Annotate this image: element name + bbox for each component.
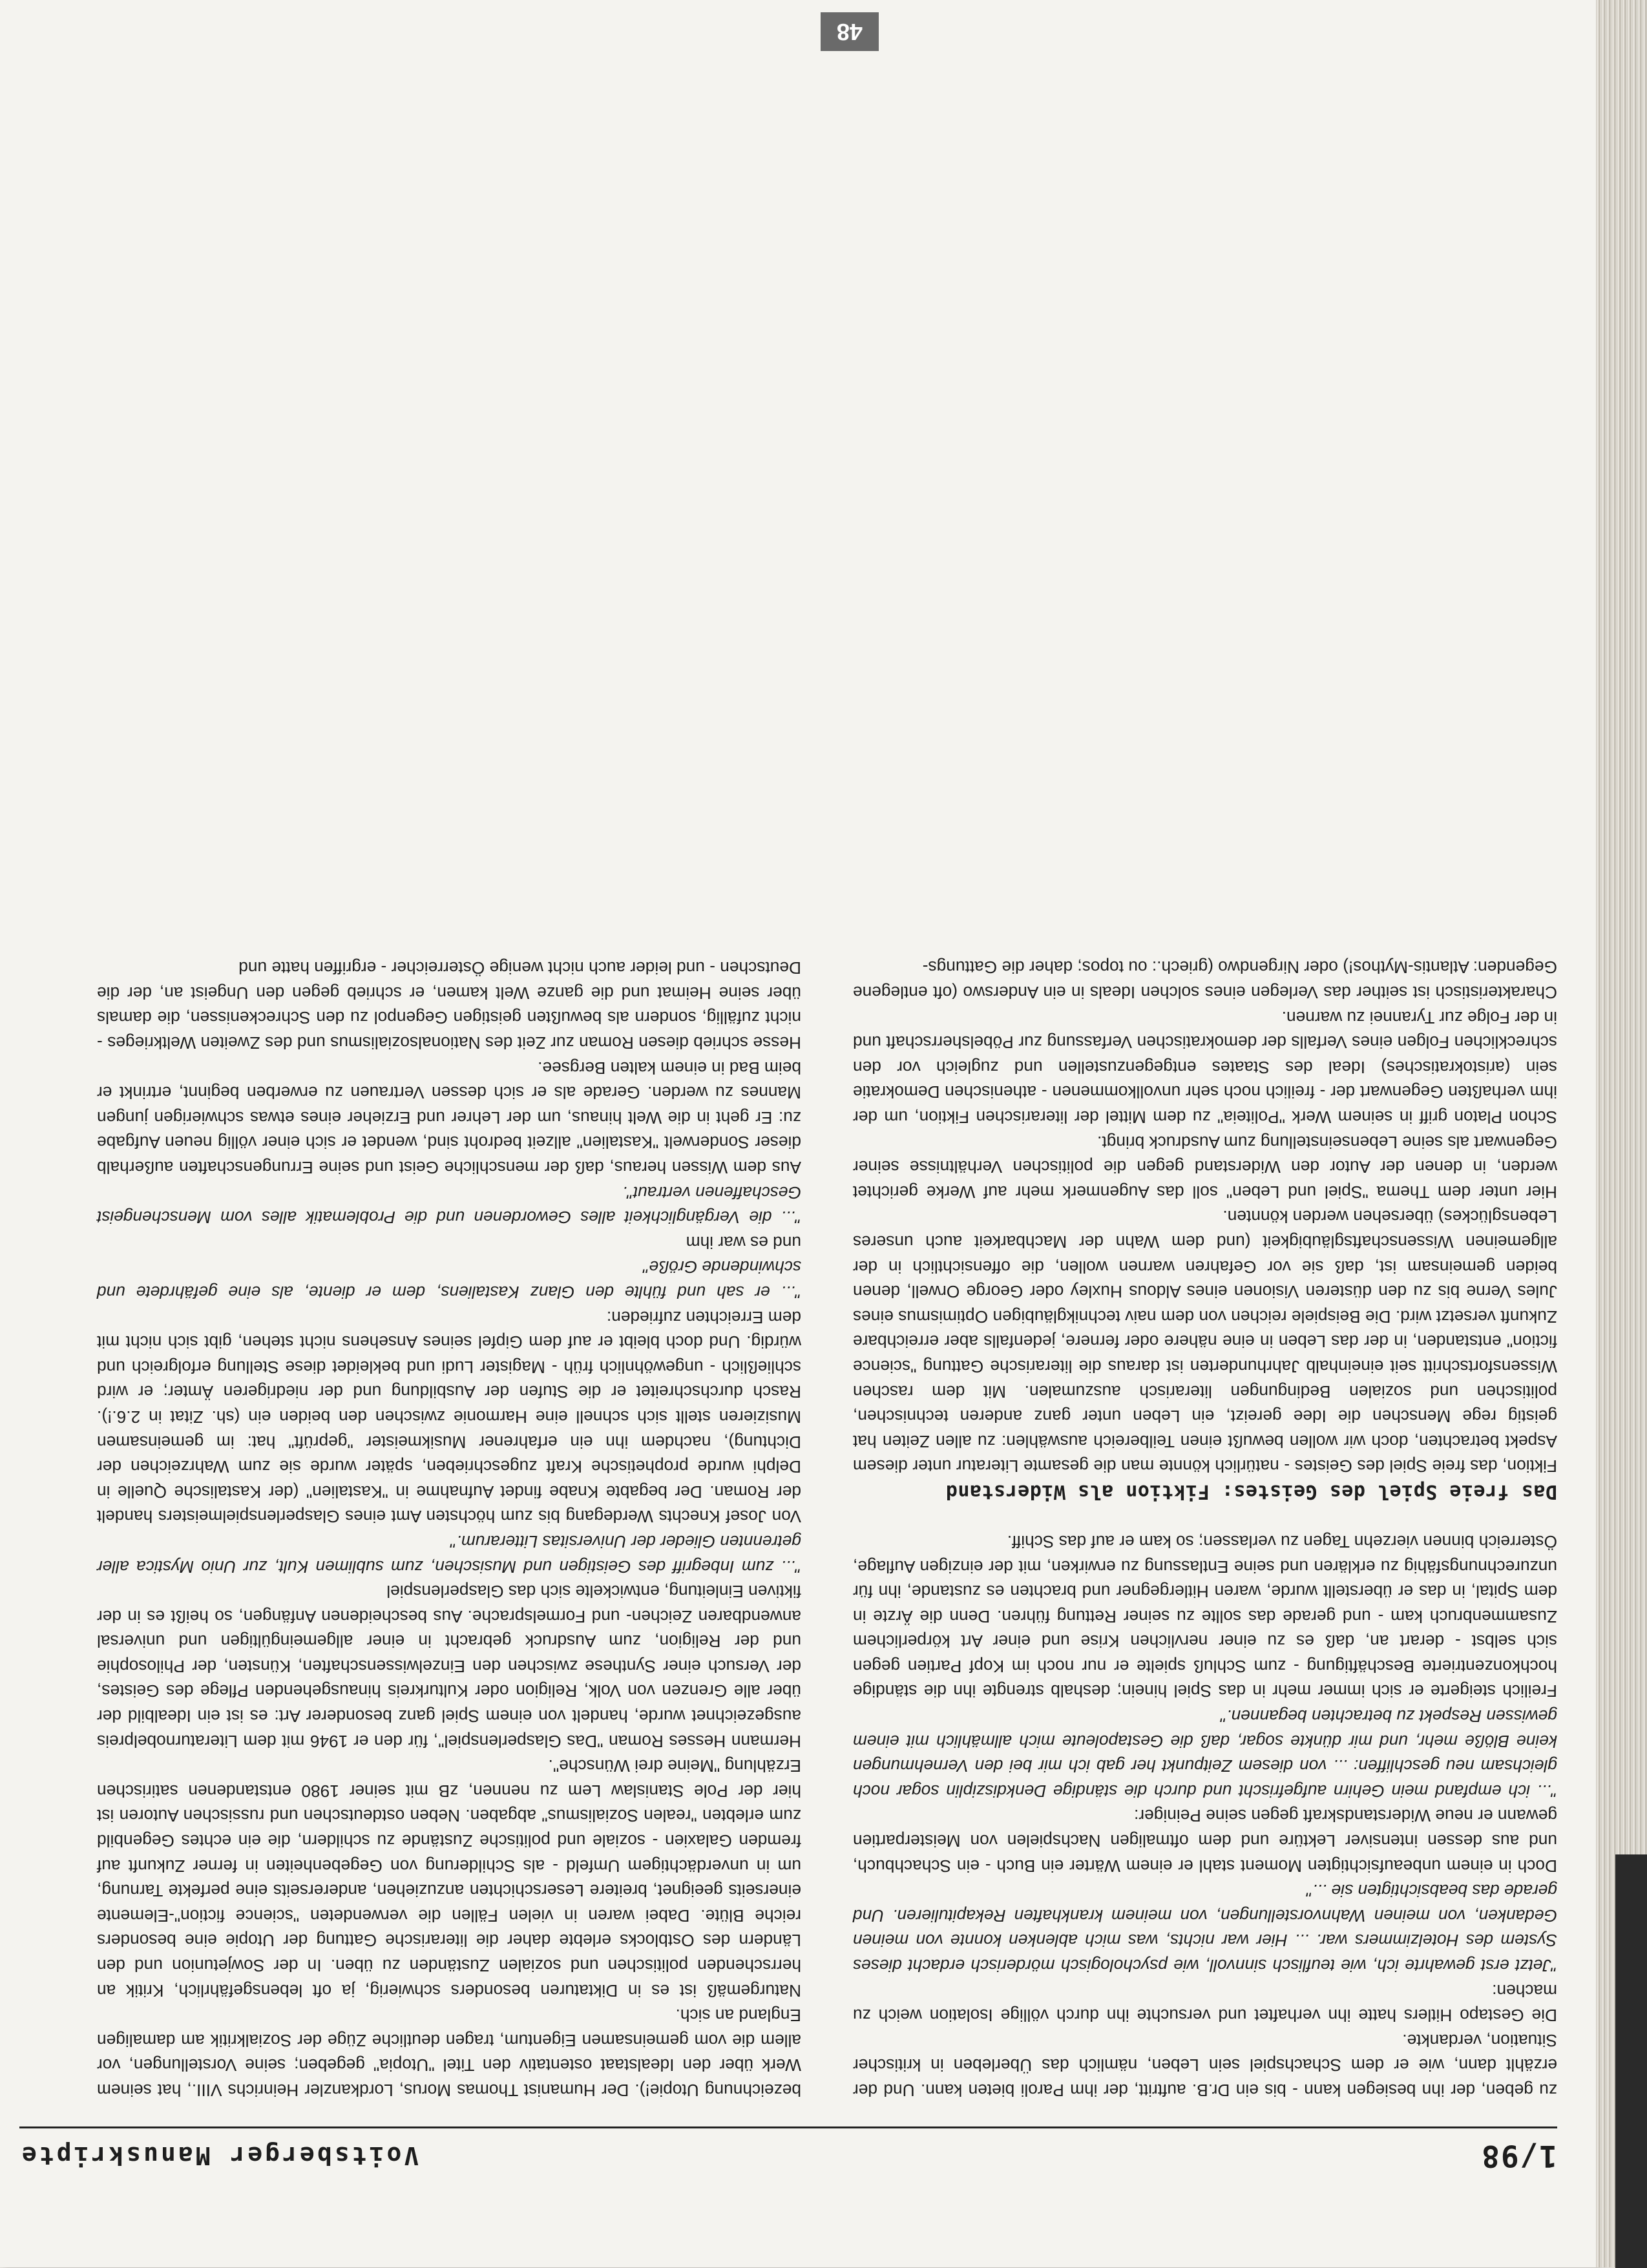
section-heading: Das freie Spiel des Geistes: Fiktion als Widerstand	[945, 1480, 1557, 1504]
magazine-title: Voitsberger Manuskripte	[19, 2141, 419, 2170]
quotation: "... die Vergänglichkeit alles Gewordenen und die Problematik alles vom Menschengeist Geschaffenen vertraut".	[97, 1182, 801, 1228]
running-header	[19, 2126, 1557, 2174]
paragraph: Freilich steigerte er sich immer mehr in das Spiel hinein; deshalb strengte ihn die ständige hochkonzentrierte Beschäftigung - zum Schluß spielte er nur noch im Kopf Partien gegen sich selbst - derart an, daß es zu einer nervlichen Krise und einer Art körperlichem Zusammenbruch kam - und gerade das sollte zu seiner Rettung führen. Denn die Ärzte in dem Spital, in das er überstellt wurde, waren Hitlergegner und brachten es zustande, ihn für unzurechnungsfähig zu erklären und seine Entlassung zu erwirken, mit der einzigen Auflage, Österreich binnen vierzehn Tagen zu verlassen; so kam er auf das Schiff.	[853, 1531, 1557, 1701]
paragraph: Hier unter dem Thema "Spiel und Leben" soll das Augenmerk mehr auf Werke gerichtet werden, in denen der Autor den Widerstand gegen die politischen Verhältnisse seiner Gegenwart als seine Lebenseinstellung zum Ausdruck bringt.	[853, 1132, 1557, 1202]
paragraph: Fiktion, das freie Spiel des Geistes - natürlich könnte man die gesamte Literatur unter diesem Aspekt betrachten, doch wir wollen bewußt einen Teilbereich auswählen: zu allen Zeiten hat geistig rege Menschen die Idee gereizt, ein Leben unter ganz anderen technischen, politischen und sozialen Bedingungen literarisch auszumalen. Mit dem raschen Wissensfortschritt seit eineinhalb Jahrhunderten ist daraus die literarische Gattung "science fiction" entstanden, in der das Leben in eine nähere oder fernere, jedenfalls aber erreichbare Zukunft versetzt wird. Die Beispiele reichen von dem naiv technikgläubigen Optimismus eines Jules Verne bis zu den düsteren Visionen eines Aldous Huxley oder George Orwell, denen beiden gemeinsam ist, daß sie vor Gefahren warnen wollen, die offensichtlich in der allgemeinen Wissenschaftsgläubigkeit (und dem Wahn der Machbarkeit auch unseres Lebensglückes) übersehen werden könnten.	[853, 1207, 1557, 1476]
quotation: "... ich empfand mein Gehirn aufgefrischt und durch die ständige Denkdisziplin sogar noch gleichsam neu geschliffen: ... von diesem Zeitpunkt her gab ich mir bei den Vernehmungen keine Blöße mehr, und mir dünkte sogar, daß die Gestapoleute mich allmählich mit einem gewissen Respekt zu betrachten begannen."	[853, 1706, 1557, 1801]
right-column	[97, 956, 801, 2103]
paragraph: und es war ihm	[686, 1232, 801, 1252]
paragraph: Schon Platon griff in seinem Werk "Politeia" zu dem Mittel der literarischen Fiktion, um der ihm verhaßten Gegenwart der - freilich noch sehr unvollkommenen - athenischen Demokratie sein (aristokratisches) Ideal des Staates entgegenzustellen und zugleich vor den schrecklichen Folgen eines Verfalls der demokratischen Verfassung zur Pöbelsherrschaft und in der Folge zur Tyrannei zu warnen.	[853, 1007, 1557, 1128]
paragraph: Aus dem Wissen heraus, daß der menschliche Geist und seine Errungenschaften außerhalb dieser Sonderwelt "Kastalien" allzeit bedroht sind, wendet er sich einer völlig neuen Aufgabe zu: Er geht in die Welt hinaus, um der Lehrer und Erzieher eines etwas schwierigen jungen Mannes zu werden. Gerade als er sich dessen Vertrauen zu erwerben beginnt, ertrinkt er beim Bad in einem kalten Bergsee.	[97, 1058, 801, 1178]
paragraph: Naturgemäß ist es in Diktaturen besonders schwierig, ja oft lebensgefährlich, Kritik an herrschenden politischen und sozialen Zuständen zu üben. In der Sowjetunion und den Ländern des Ostblocks erlebte daher die literarische Gattung der Utopie eine besonders reiche Blüte. Dabei waren in vielen Fällen die verwendeten "science fiction"-Elemente einerseits geeignet, breitere Leserschichten anzuziehen, andererseits eine perfekte Tarnung, um in unverdächtigem Umfeld - als Schilderung von Gegebenheiten in ferner Zukunft auf fremden Galaxien - soziale und politische Zustände zu schildern, die ein echtes Gegenbild zum erlebten "realen Sozialismus" abgaben. Neben ostdeutschen und russischen Autoren ist hier der Pole Stanislaw Lem zu nennen, zB mit seiner 1980 entstandenen satirischen Erzählung "Meine drei Wünsche".	[97, 1756, 801, 2000]
left-column	[853, 955, 1557, 2103]
issue-number: 1/98	[1480, 2139, 1557, 2174]
paragraph: Von Josef Knechts Werdegang bis zum höchsten Amt eines Glasperlenspielmeisters handelt der Roman. Der begabte Knabe findet Aufnahme in "Kastalien" (der Kastalische Quelle in Delphi wurde prophetische Kraft zugeschrieben, später wurde sie zum Wahrzeichen der Dichtung), nachdem ihn ein erfahrener Musikmeister "geprüft" hat: im gemeinsamen Musizieren stellt sich schnell eine Harmonie zwischen den beiden ein (sh. Zitat in 2.6.!). Rasch durchschreitet er die Stufen der Ausbildung und der niedrigeren Ämter; er wird schließlich - ungewöhnlich früh - Magister Ludi und bekleidet diese Stellung erfolgreich und würdig. Und doch bleibt er auf dem Gipfel seines Ansehens nicht stehen, gibt sich nicht mit dem Erreichten zufrieden:	[97, 1307, 801, 1527]
quotation: "... er sah und fühlte den Glanz Kastaliens, dem er diente, als eine gefährdete und schwindende Größe"	[97, 1257, 801, 1302]
quotation: "Jetzt erst gewahrte ich, wie teuflisch sinnvoll, wie psychologisch mörderisch erdacht dieses System des Hotelzimmers war. ... Hier war nichts, was mich ablenken konnte von meinen Gedanken, von meinen Wahnvorstellungen, von meinem krankhaften Rekapitulieren. Und gerade das beabsichtigten sie ..."	[853, 1881, 1557, 1976]
paragraph: bezeichnung Utopie!). Der Humanist Thomas Morus, Lordkanzler Heinrichs VIII., hat seinem Werk über den Idealstaat ostentativ den Titel "Utopia" gegeben; seine Vorstellungen, vor allem die vom gemeinsamen Eigentum, tragen deutliche Züge der Sozialkritik am damaligen England an sich.	[97, 2006, 801, 2100]
quotation: "... zum Inbegriff des Geistigen und Musischen, zum sublimen Kult, zur Unio Mystica aller getrennten Glieder der Universitas Litterarum."	[97, 1531, 801, 1577]
paragraph: Die Gestapo Hitlers hatte ihn verhaftet und versuchte ihn durch völlige Isolation weich zu machen:	[853, 1980, 1557, 2026]
page-number: 48	[821, 12, 879, 51]
paragraph: zu geben, der ihn besiegen kann - bis ein Dr.B. auftritt, der ihm Paroli bieten kann. Und der erzählt dann, wie er dem Schachspiel sein Leben, nämlich das Überleben in kritischer Situation, verdankte.	[853, 2030, 1557, 2100]
paragraph: Hesse schrieb diesen Roman zur Zeit des Nationalsozialismus und des Zweiten Weltkrieges - nicht zufällig, sondern als bewußten geistigen Gegenpol zu den Schreckenissen, die damals über seine Heimat und die ganze Welt kamen, er schrieb gegen den Ungeist an, der die Deutschen - und leider auch nicht wenige Österreicher - ergriffen hatte und	[97, 958, 801, 1053]
binding-shadow	[1615, 1854, 1647, 2268]
paragraph: Hermann Hesses Roman "Das Glasperlenspiel", für den er 1946 mit dem Literaturnobelpreis ausgezeichnet wurde, handelt von einem Spiel ganz besonderer Art: es ist ein Idealbild der über alle Grenzen von Volk, Religion oder Kulturkreis hinausgehenden Pflege des Geistes, der Versuch einer Synthese zwischen den Einzelwissenschaften, Künsten, der Philosophie und der Religion, zum Ausdruck gebracht in einer allgemeingültigen und universal anwendbaren Zeichen- und Formelsprache. Aus bescheidenen Anfängen, so heißt es in der fiktiven Einleitung, entwickelte sich das Glasperlenspiel	[97, 1582, 801, 1751]
paragraph: Charakteristisch ist seither das Verlegen eines solchen Ideals in ein Anderswo (oft entlegene Gegenden: Atlantis-Mythos!) oder Nirgendwo (griech.: ou topos; daher die Gattungs-	[853, 958, 1557, 1003]
paragraph: Doch in einem unbeaufsichtigten Moment stahl er einem Wärter ein Buch - ein Schachbuch, und aus dessen intensiver Lektüre und dem oftmaligen Nachspielen von Meisterpartien gewann er neue Widerstandskraft gegen seine Peiniger:	[853, 1806, 1557, 1876]
